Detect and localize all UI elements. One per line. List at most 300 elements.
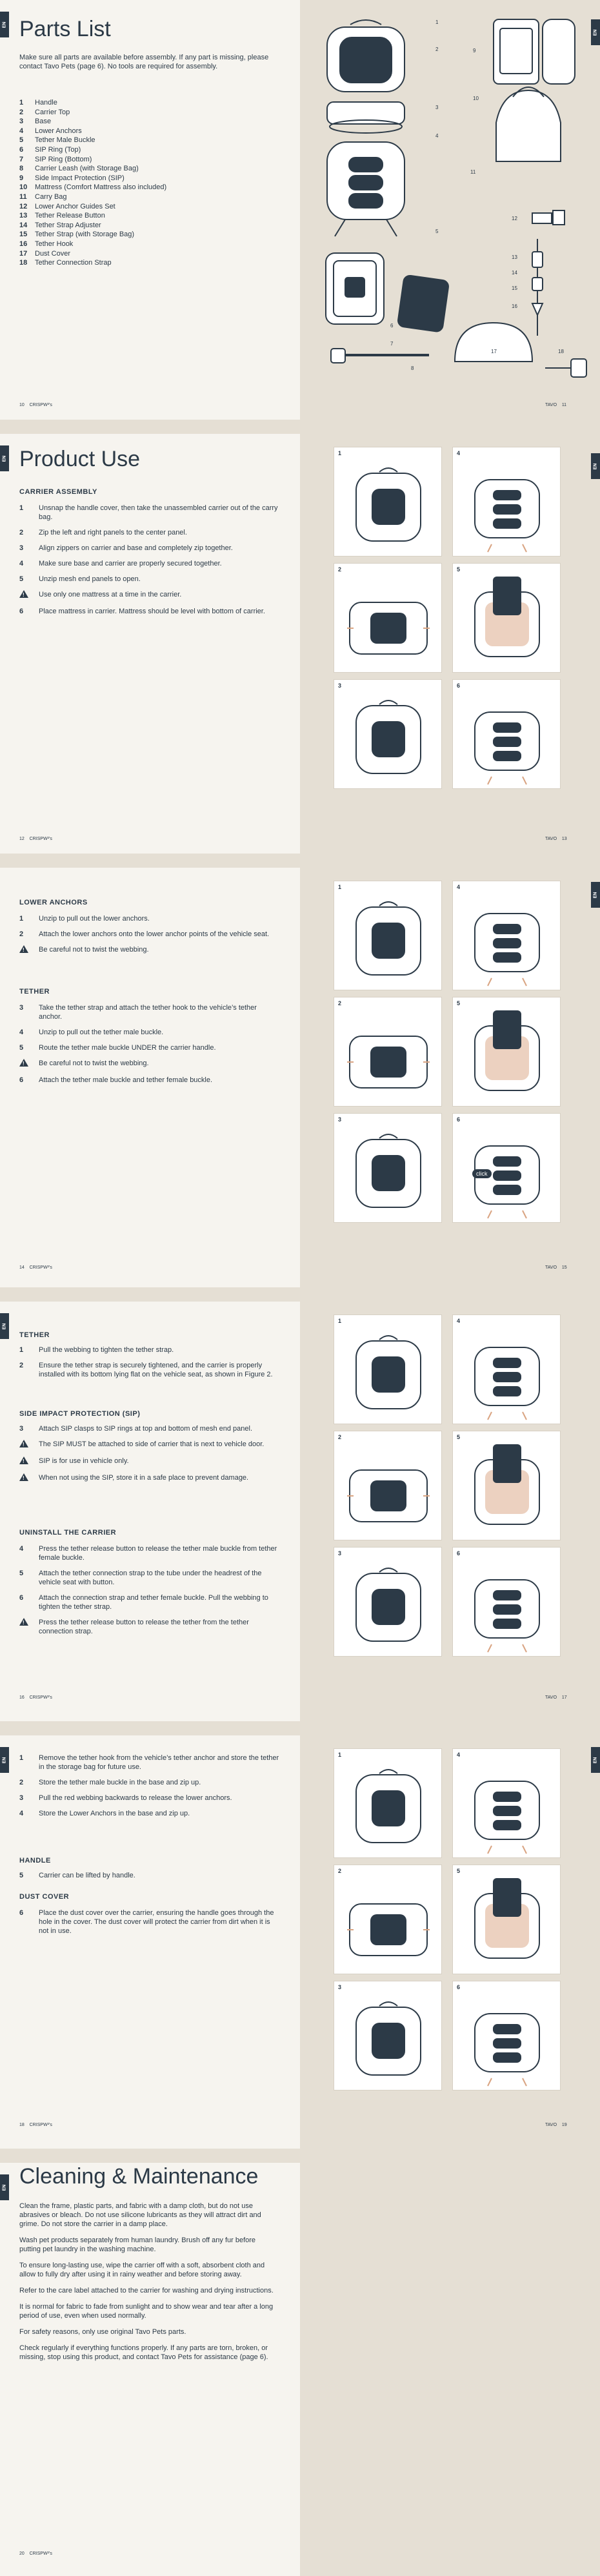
panel-number: 3 (338, 1550, 342, 1557)
illustration-panel-1 (334, 447, 442, 557)
parts-diagram (300, 0, 600, 387)
panel-number: 4 (457, 1318, 461, 1324)
carrier-illustration (453, 447, 561, 557)
step-item (19, 930, 281, 939)
carrier-illustration (453, 1114, 561, 1223)
step-item (19, 1043, 281, 1052)
section-heading-tether: TETHER (19, 988, 50, 996)
step-number: 6 (19, 1076, 24, 1084)
step-number: 5 (19, 1569, 24, 1577)
panel-number: 6 (457, 1550, 461, 1557)
carrier-illustration (334, 447, 443, 557)
part-name: Mattress (Comfort Mattress also included) (35, 183, 167, 192)
step-item (19, 528, 281, 537)
callout-2: 2 (435, 46, 439, 52)
part-name: Lower Anchors (35, 127, 82, 135)
page-number-left: 20 CRISPW²’s (19, 2551, 52, 2556)
language-tab: EN (0, 1747, 9, 1773)
language-tab: EN (0, 2174, 9, 2200)
part-number: 11 (19, 192, 27, 201)
panel-number: 4 (457, 450, 461, 456)
step-item (19, 559, 281, 568)
right-page-illustrations (300, 434, 600, 854)
step-list-handle (19, 1871, 281, 1886)
carrier-illustration (453, 1749, 561, 1859)
illustration-panel-6 (452, 1547, 561, 1657)
step-text: Unzip mesh end panels to open. (39, 575, 141, 583)
step-number: 1 (19, 504, 24, 512)
page-number-right: TAVO 13 (545, 837, 567, 841)
callout-7: 7 (390, 341, 394, 347)
callout-10: 10 (473, 96, 479, 101)
step-list-uninstall (19, 1544, 281, 1642)
illustration-panel-2 (334, 997, 442, 1107)
carrier-illustration (334, 564, 443, 673)
part-number: 7 (19, 155, 24, 163)
step-text: Unzip to pull out the lower anchors. (39, 915, 150, 923)
callout-17: 17 (491, 349, 497, 354)
part-number: 4 (19, 127, 24, 135)
page-tether-sip (0, 1302, 600, 1721)
part-number: 10 (19, 183, 28, 192)
carrier-illustration (334, 1981, 443, 2091)
panel-number: 3 (338, 1116, 342, 1123)
warning-item (19, 1457, 281, 1467)
left-page (0, 2163, 300, 2576)
part-item (19, 240, 277, 249)
step-text: Store the tether male buckle in the base and zip up. (39, 1779, 201, 1786)
part-name: Tether Strap Adjuster (35, 221, 101, 229)
part-number: 17 (19, 249, 28, 258)
step-text: Unsnap the handle cover, then take the unassembled carrier out of the carry bag. (39, 504, 278, 521)
page-number-left: 12 CRISPW²’s (19, 837, 52, 841)
left-page (0, 1735, 300, 2149)
step-number: 3 (19, 1004, 24, 1012)
part-number: 18 (19, 259, 28, 267)
part-item (19, 136, 277, 145)
part-number: 2 (19, 108, 24, 116)
carrier-illustration (453, 680, 561, 790)
warning-icon (19, 1473, 39, 1484)
page-title: Cleaning & Maintenance (19, 2164, 259, 2189)
page-number-right: TAVO 17 (545, 1695, 567, 1700)
panel-number: 2 (338, 1434, 342, 1440)
illustration-panel-3 (334, 679, 442, 789)
callout-11: 11 (470, 169, 476, 175)
step-number: 6 (19, 1594, 24, 1602)
step-text: Press the tether release button to release the tether male buckle from tether female buckle. (39, 1545, 277, 1562)
step-number: 1 (19, 915, 24, 923)
callout-13: 13 (512, 254, 517, 260)
callout-9: 9 (473, 48, 476, 54)
illustration-panel-4 (452, 1748, 561, 1858)
step-item (19, 1809, 281, 1818)
panel-number: 2 (338, 566, 342, 573)
illustration-panel-5 (452, 997, 561, 1107)
step-text: Route the tether male buckle UNDER the carrier handle. (39, 1044, 216, 1052)
step-text: When not using the SIP, store it in a safe place to prevent damage. (39, 1474, 249, 1482)
step-text: Be careful not to twist the webbing. (39, 946, 149, 954)
part-name: Carrier Top (35, 108, 70, 116)
section-heading-tether: TETHER (19, 1331, 50, 1339)
illustration-panel-3 (334, 1981, 442, 2090)
step-text: Use only one mattress at a time in the carrier. (39, 591, 182, 598)
illustration-panel-5 (452, 1431, 561, 1540)
part-number: 16 (19, 240, 28, 248)
part-item (19, 127, 277, 136)
step-number: 2 (19, 1362, 24, 1369)
warning-icon (19, 1618, 39, 1636)
illustration-panel-4 (452, 447, 561, 557)
callout-5: 5 (435, 229, 439, 234)
carrier-illustration (334, 1315, 443, 1425)
illustration-panel-2 (334, 563, 442, 673)
step-item (19, 1003, 281, 1021)
part-number: 9 (19, 174, 24, 182)
language-tab-right: EN (591, 19, 600, 45)
warning-icon (19, 945, 39, 956)
part-number: 15 (19, 230, 28, 239)
language-tab: EN (0, 12, 9, 37)
part-name: Tether Strap (with Storage Bag) (35, 230, 135, 239)
step-number: 6 (19, 608, 24, 615)
carrier-illustration (453, 1431, 561, 1541)
part-name: Carry Bag (35, 192, 67, 201)
step-item (19, 575, 281, 584)
callout-3: 3 (435, 105, 439, 110)
intro-text: Make sure all parts are available before assembly. If any part is missing, please contact Tavo Pets (page 6). No tools are required for assembly. (19, 54, 269, 70)
callout-14: 14 (512, 270, 517, 276)
step-text: Pull the red webbing backwards to release the lower anchors. (39, 1794, 232, 1802)
paragraph: To ensure long-lasting use, wipe the carrier off with a soft, absorbent cloth and allow to fully dry after using it in rainy weather and before storing away. (19, 2262, 265, 2278)
part-name: Handle (35, 99, 57, 107)
panel-number: 3 (338, 682, 342, 689)
language-tab: EN (0, 1313, 9, 1339)
parts-list (19, 98, 277, 268)
warning-item (19, 1440, 281, 1450)
step-text: Carrier can be lifted by handle. (39, 1872, 135, 1879)
step-item (19, 1593, 281, 1611)
illustration-panel-5 (452, 1865, 561, 1974)
panel-number: 4 (457, 1752, 461, 1758)
part-number: 6 (19, 145, 24, 154)
panel-number: 1 (338, 450, 342, 456)
step-text: Make sure base and carrier are properly secured together. (39, 560, 222, 567)
carrier-illustration (453, 1315, 561, 1425)
page-number-left: 10 CRISPW²’s (19, 403, 52, 407)
section-heading-lower-anchors: LOWER ANCHORS (19, 899, 88, 906)
step-list-tether (19, 1003, 281, 1091)
step-item (19, 1753, 281, 1772)
step-text: Zip the left and right panels to the center panel. (39, 529, 187, 537)
page-number-left: 18 CRISPW²’s (19, 2123, 52, 2127)
part-name: Tether Release Button (35, 212, 105, 220)
panel-number: 3 (338, 1984, 342, 1990)
panel-number: 6 (457, 682, 461, 689)
step-list-lower-anchors (19, 914, 281, 962)
carrier-illustration (334, 1548, 443, 1657)
paragraph: Clean the frame, plastic parts, and fabric with a damp cloth, but do not use abrasives or bleach. Do not use silicone lubricants as they will attract dirt and grime. Do not store the carrier in a damp place. (19, 2202, 261, 2228)
step-number: 4 (19, 560, 24, 567)
carrier-illustration (453, 1981, 561, 2091)
callout-1: 1 (435, 19, 439, 25)
step-text: Attach the lower anchors onto the lower anchor points of the vehicle seat. (39, 930, 270, 938)
illustration-panel-3 (334, 1113, 442, 1223)
part-item (19, 230, 277, 240)
illustration-panel-2 (334, 1865, 442, 1974)
part-name: Tether Hook (35, 240, 74, 248)
panel-number: 1 (338, 1318, 342, 1324)
panel-number: 5 (457, 1434, 461, 1440)
section-heading-handle: HANDLE (19, 1857, 51, 1865)
part-item (19, 155, 277, 165)
section-heading: CARRIER ASSEMBLY (19, 488, 97, 496)
part-number: 1 (19, 99, 24, 107)
callout-15: 15 (512, 285, 517, 291)
page-lower-anchors (0, 868, 600, 1287)
page-title: Parts List (19, 17, 111, 41)
step-number: 5 (19, 1872, 24, 1879)
right-page-illustrations (300, 1302, 600, 1721)
step-item (19, 1794, 281, 1803)
cleaning-instructions (19, 2202, 277, 2369)
part-number: 8 (19, 165, 24, 173)
part-name: Base (35, 118, 52, 126)
panel-number: 2 (338, 1000, 342, 1007)
warning-icon (19, 1440, 39, 1450)
step-text: Press the tether release button to release the tether from the tether connection strap. (39, 1619, 249, 1635)
step-text: Place the dust cover over the carrier, ensuring the handle goes through the hole in the cover. The dust cover will protect the carrier from dirt when it is not in use. (39, 1909, 274, 1935)
illustration-panel-4 (452, 1314, 561, 1424)
part-item (19, 202, 277, 212)
warning-icon (19, 1457, 39, 1467)
illustration-panel-1 (334, 1748, 442, 1858)
carrier-illustration (334, 1114, 443, 1223)
part-name: SIP Ring (Bottom) (35, 155, 92, 163)
paragraph: Refer to the care label attached to the carrier for washing and drying instructions. (19, 2287, 274, 2295)
step-text: Place mattress in carrier. Mattress should be level with bottom of carrier. (39, 608, 265, 615)
part-item (19, 174, 277, 183)
page-title: Product Use (19, 447, 141, 471)
step-text: Remove the tether hook from the vehicle’s tether anchor and store the tether in the storage bag for future use. (39, 1754, 279, 1771)
step-number: 2 (19, 529, 24, 537)
step-text: Align zippers on carrier and base and completely zip together. (39, 544, 233, 552)
step-number: 4 (19, 1810, 24, 1817)
step-item (19, 1778, 281, 1787)
step-item (19, 1028, 281, 1037)
step-text: Be careful not to twist the webbing. (39, 1059, 149, 1067)
carrier-illustration (453, 564, 561, 673)
language-tab: EN (0, 445, 9, 471)
carrier-illustration (453, 1548, 561, 1657)
part-number: 5 (19, 136, 24, 145)
language-tab-right: EN (591, 453, 600, 479)
step-item (19, 1871, 281, 1880)
step-number: 2 (19, 930, 24, 938)
step-text: Pull the webbing to tighten the tether strap. (39, 1346, 174, 1354)
illustration-panel-1 (334, 881, 442, 990)
panel-number: 4 (457, 884, 461, 890)
step-text: SIP is for use in vehicle only. (39, 1457, 129, 1465)
step-number: 5 (19, 1044, 24, 1052)
callout-4: 4 (435, 133, 439, 139)
step-number: 1 (19, 1754, 24, 1762)
callout-16: 16 (512, 303, 517, 309)
page-product-use (0, 434, 600, 854)
part-number: 12 (19, 202, 28, 210)
part-item (19, 117, 277, 127)
step-list (19, 504, 281, 622)
paragraph: For safety reasons, only use original Tavo Pets parts. (19, 2328, 186, 2336)
step-item (19, 504, 281, 522)
warning-item (19, 1618, 281, 1636)
part-name: Carrier Leash (with Storage Bag) (35, 165, 139, 173)
callout-8: 8 (411, 365, 414, 371)
section-heading-sip: SIDE IMPACT PROTECTION (SIP) (19, 1410, 141, 1418)
section-heading-dust-cover: DUST COVER (19, 1893, 70, 1901)
step-number: 5 (19, 575, 24, 583)
page-number-right: TAVO 15 (545, 1265, 567, 1270)
part-number: 3 (19, 118, 24, 126)
step-number: 4 (19, 1028, 24, 1036)
part-name: Tether Connection Strap (35, 259, 112, 267)
step-list-remove (19, 1753, 281, 1825)
step-number: 4 (19, 1545, 24, 1553)
language-tab-right: EN (591, 1747, 600, 1773)
step-item (19, 914, 281, 923)
part-number: 14 (19, 221, 28, 229)
part-name: Side Impact Protection (SIP) (35, 174, 125, 182)
part-item (19, 249, 277, 259)
right-page-blank (300, 2163, 600, 2576)
page-parts-list (0, 0, 600, 420)
part-item (19, 211, 277, 221)
step-item (19, 607, 281, 616)
step-number: 3 (19, 1425, 24, 1433)
illustration-panel-6 (452, 1981, 561, 2090)
carrier-illustration (334, 1749, 443, 1859)
warning-item (19, 945, 281, 956)
right-page-parts-illustration (300, 0, 600, 420)
step-text: Unzip to pull out the tether male buckle. (39, 1028, 164, 1036)
page-cleaning (0, 2163, 600, 2576)
step-text: The SIP MUST be attached to side of carrier that is next to vehicle door. (39, 1440, 265, 1448)
carrier-illustration (334, 1865, 443, 1975)
carrier-illustration (334, 997, 443, 1107)
left-page (0, 434, 300, 854)
panel-number: 5 (457, 1868, 461, 1874)
part-item (19, 145, 277, 155)
part-item (19, 98, 277, 108)
carrier-illustration (334, 881, 443, 991)
step-item (19, 1424, 281, 1433)
part-name: SIP Ring (Top) (35, 145, 81, 154)
illustration-panel-4 (452, 881, 561, 990)
step-text: Take the tether strap and attach the tether hook to the vehicle’s tether anchor. (39, 1004, 257, 1021)
warning-icon (19, 1059, 39, 1069)
panel-number: 5 (457, 1000, 461, 1007)
panel-number: 6 (457, 1984, 461, 1990)
step-number: 6 (19, 1909, 24, 1917)
part-item (19, 164, 277, 174)
illustration-panel-3 (334, 1547, 442, 1657)
step-number: 2 (19, 1779, 24, 1786)
carrier-illustration (453, 997, 561, 1107)
part-item (19, 258, 277, 268)
part-item (19, 221, 277, 230)
illustration-panel-2 (334, 1431, 442, 1540)
panel-number: 2 (338, 1868, 342, 1874)
paragraph: Check regularly if everything functions properly. If any parts are torn, broken, or missing, stop using this product, and contact Tavo Pets for assistance (page 6). (19, 2344, 268, 2361)
left-page (0, 0, 300, 420)
step-item (19, 1345, 281, 1354)
step-text: Attach SIP clasps to SIP rings at top and bottom of mesh end panel. (39, 1425, 253, 1433)
warning-item (19, 590, 281, 600)
warning-item (19, 1059, 281, 1069)
step-item (19, 1361, 281, 1379)
step-text: Attach the connection strap and tether female buckle. Pull the webbing to tighten the tether strap. (39, 1594, 268, 1611)
carrier-illustration (453, 1865, 561, 1975)
part-number: 13 (19, 212, 28, 220)
part-name: Tether Male Buckle (35, 136, 95, 145)
page-storage-handle (0, 1735, 600, 2149)
step-item (19, 544, 281, 553)
callout-12: 12 (512, 216, 517, 221)
step-text: Store the Lower Anchors in the base and zip up. (39, 1810, 190, 1817)
callout-6: 6 (390, 323, 394, 329)
right-page-illustrations (300, 868, 600, 1287)
paragraph: It is normal for fabric to fade from sunlight and to show wear and tear after a long period of use, even when used normally. (19, 2303, 274, 2320)
illustration-panel-1 (334, 1314, 442, 1424)
panel-number: 1 (338, 884, 342, 890)
step-number: 3 (19, 1794, 24, 1802)
part-item (19, 108, 277, 118)
step-text: Ensure the tether strap is securely tightened, and the carrier is properly installed with its bottom lying flat on the vehicle seat, as shown in Figure 2. (39, 1362, 273, 1378)
page-number-right: TAVO 19 (545, 2123, 567, 2127)
carrier-illustration (334, 680, 443, 790)
warning-item (19, 1473, 281, 1484)
page-number-left: 16 CRISPW²’s (19, 1695, 52, 1700)
part-name: Dust Cover (35, 249, 71, 258)
page-number-right: TAVO 11 (545, 403, 567, 407)
panel-number: 1 (338, 1752, 342, 1758)
illustration-panel-5 (452, 563, 561, 673)
language-tab-right: EN (591, 882, 600, 908)
step-item (19, 1908, 281, 1936)
carrier-illustration (453, 881, 561, 991)
illustration-panel-6 (452, 1113, 561, 1223)
step-item (19, 1076, 281, 1085)
left-page (0, 1302, 300, 1721)
section-heading-uninstall: UNINSTALL THE CARRIER (19, 1529, 117, 1537)
illustration-panel-6 (452, 679, 561, 789)
step-item (19, 1544, 281, 1562)
click-label: click (472, 1169, 492, 1178)
paragraph: Wash pet products separately from human laundry. Brush off any fur before putting pet laundry in the washing machine. (19, 2236, 256, 2253)
part-name: Lower Anchor Guides Set (35, 202, 115, 210)
page-number-left: 14 CRISPW²’s (19, 1265, 52, 1270)
callout-18: 18 (558, 349, 564, 354)
step-text: Attach the tether male buckle and tether female buckle. (39, 1076, 213, 1084)
left-page (0, 868, 300, 1287)
step-number: 1 (19, 1346, 24, 1354)
step-list-sip (19, 1424, 281, 1490)
panel-number: 5 (457, 566, 461, 573)
step-number: 3 (19, 544, 24, 552)
part-item (19, 183, 277, 192)
carrier-illustration (334, 1431, 443, 1541)
step-text: Attach the tether connection strap to the tube under the headrest of the vehicle seat with button. (39, 1569, 262, 1586)
